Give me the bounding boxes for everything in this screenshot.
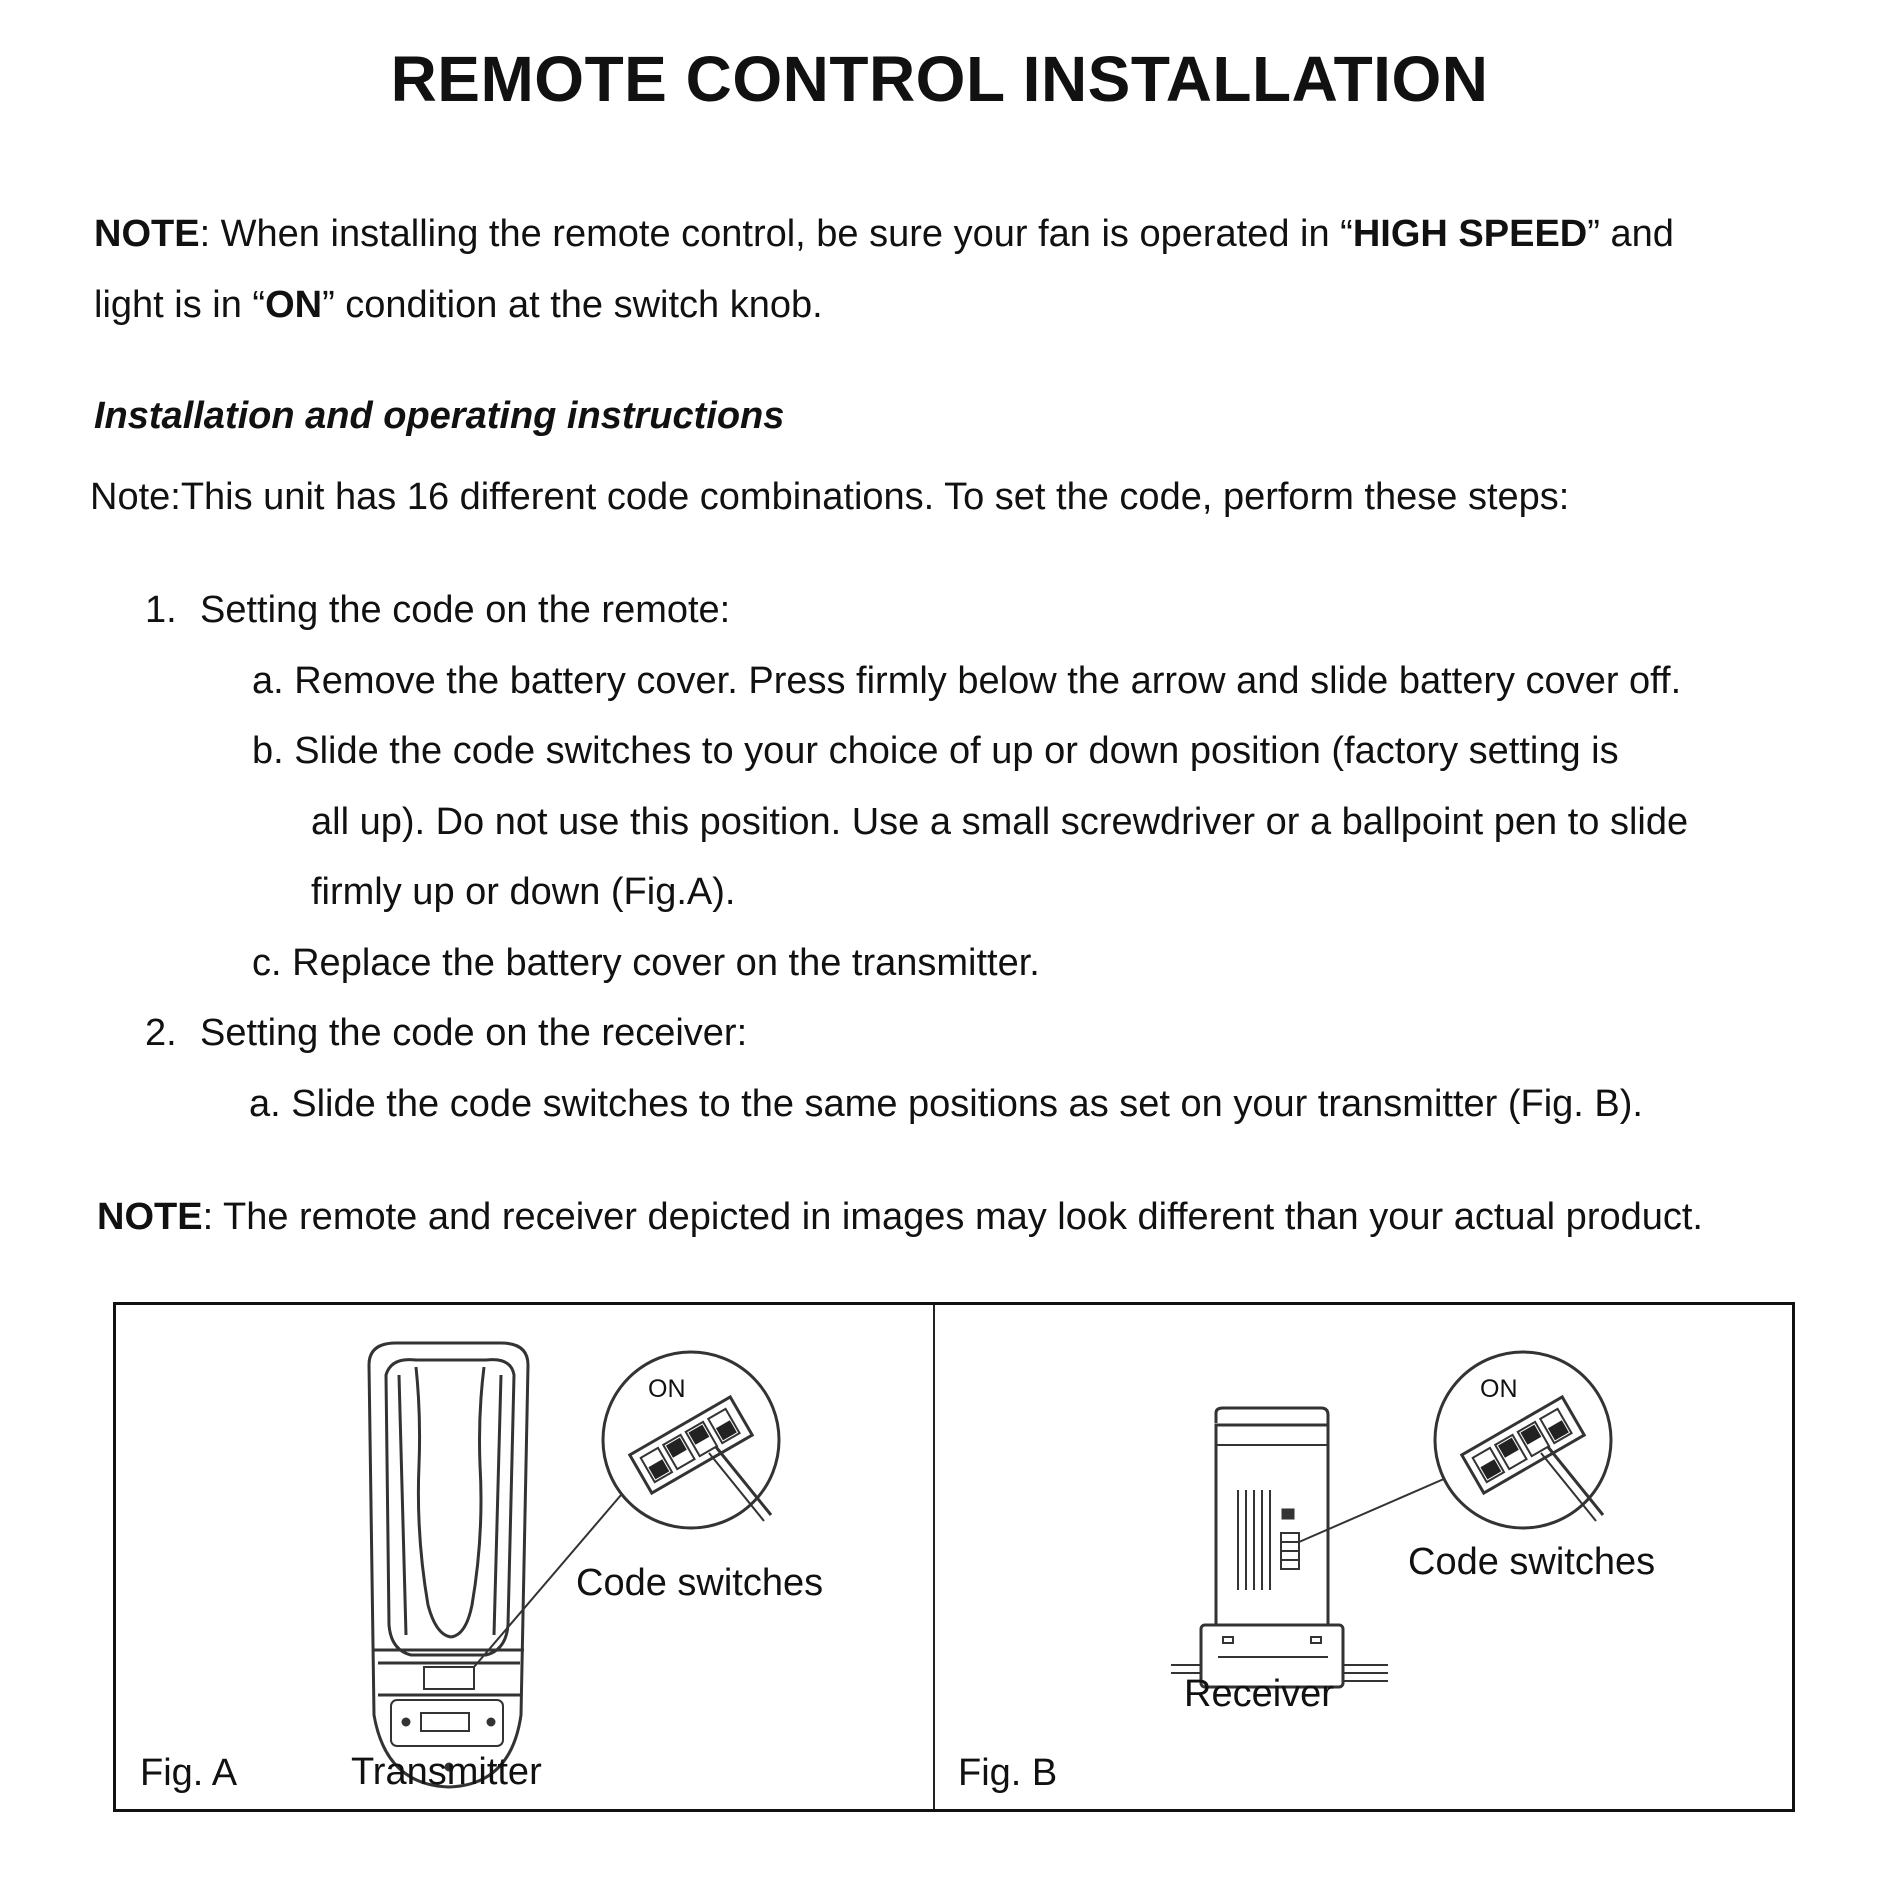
fig-a-code-switches-label: Code switches bbox=[576, 1562, 824, 1604]
note-high-speed-line1 bbox=[94, 215, 1674, 253]
fig-b-receiver-label: Receiver bbox=[1184, 1673, 1334, 1715]
fig-a-on-label: ON bbox=[648, 1375, 686, 1403]
step-1c: c. Replace the battery cover on the transmitter. bbox=[252, 942, 1040, 984]
step-2a: a. Slide the code switches to the same positions as set on your transmitter (Fig. B). bbox=[249, 1083, 1643, 1125]
note-line2-b: ” condition at the switch knob. bbox=[322, 284, 823, 326]
note-label: NOTE bbox=[94, 213, 200, 255]
note2-text: : The remote and receiver depicted in images may look different than your actual product. bbox=[202, 1196, 1703, 1238]
note-text-b: ” and bbox=[1587, 213, 1674, 255]
step-1-number: 1. bbox=[145, 589, 177, 631]
on-text: ON bbox=[265, 284, 323, 326]
page-title: REMOTE CONTROL INSTALLATION bbox=[390, 43, 1489, 115]
step-1b: b. Slide the code switches to your choice of up or down position (factory setting is bbox=[252, 730, 1619, 772]
section-heading: Installation and operating instructions bbox=[94, 395, 785, 437]
fig-a-caption: Fig. A bbox=[140, 1752, 238, 1794]
note-disclaimer bbox=[97, 1198, 1703, 1236]
step-1-title: Setting the code on the remote: bbox=[200, 589, 731, 631]
note2-label: NOTE bbox=[97, 1196, 203, 1238]
step-1b-cont2: firmly up or down (Fig.A). bbox=[311, 871, 736, 913]
fig-a-transmitter-label: Transmitter bbox=[351, 1751, 542, 1793]
intro-note: Note:This unit has 16 different code combinations. To set the code, perform these steps: bbox=[90, 476, 1570, 518]
note-line2-a: light is in “ bbox=[94, 284, 266, 326]
step-1b-cont1: all up). Do not use this position. Use a small screwdriver or a ballpoint pen to slide bbox=[311, 801, 1689, 843]
transmitter-illustration bbox=[116, 1305, 933, 1810]
note-high-speed-line2 bbox=[94, 286, 823, 324]
receiver-illustration bbox=[933, 1305, 1793, 1810]
note-text-a: : When installing the remote control, be sure your fan is operated in “ bbox=[199, 213, 1353, 255]
figures-panel bbox=[113, 1302, 1795, 1812]
step-2-title: Setting the code on the receiver: bbox=[200, 1012, 748, 1054]
step-1a: a. Remove the battery cover. Press firmly below the arrow and slide battery cover off. bbox=[252, 660, 1682, 702]
high-speed-text: HIGH SPEED bbox=[1352, 213, 1588, 255]
fig-b-caption: Fig. B bbox=[958, 1752, 1058, 1794]
fig-b-on-label: ON bbox=[1480, 1375, 1518, 1403]
fig-b-code-switches-label: Code switches bbox=[1408, 1541, 1656, 1583]
step-2-number: 2. bbox=[145, 1012, 177, 1054]
